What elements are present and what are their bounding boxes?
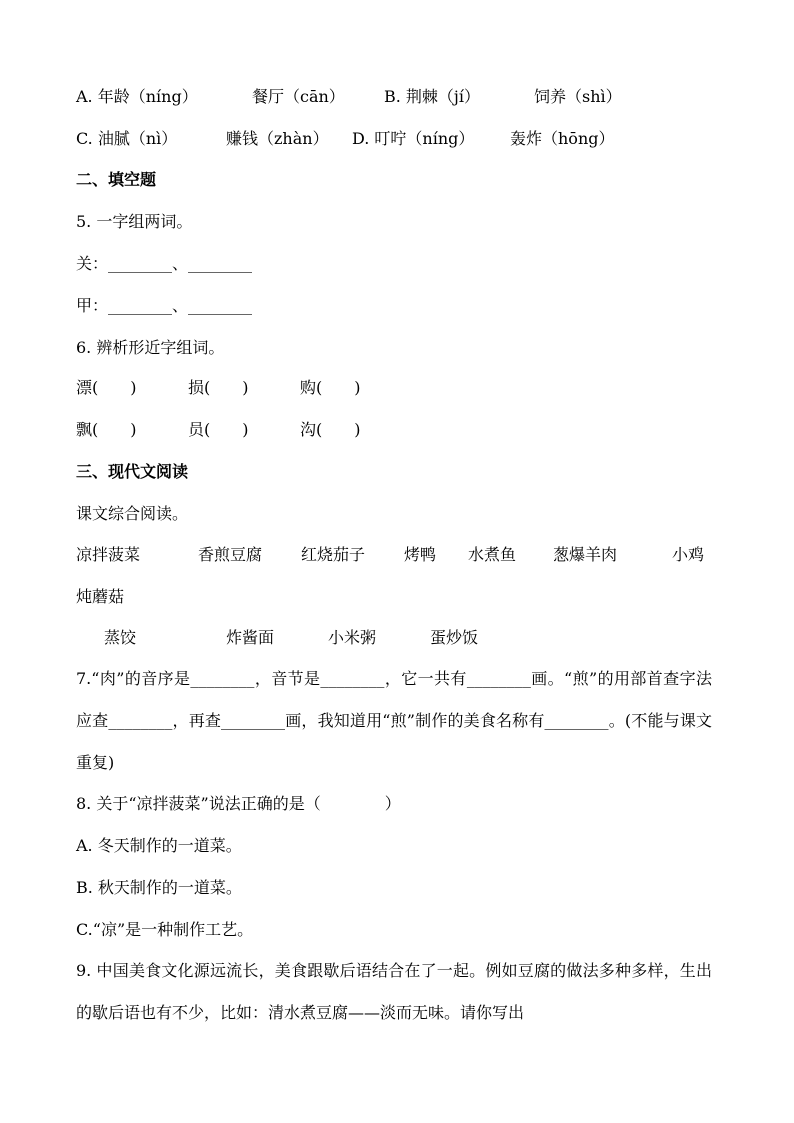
q6-item: 漂( ) xyxy=(76,378,137,397)
q6-item: 员( ) xyxy=(188,420,249,439)
dish-item: 红烧茄子 xyxy=(301,545,366,564)
q8-option-b: B. 秋天制作的一道菜。 xyxy=(76,878,242,897)
q6-item: 飘( ) xyxy=(76,420,137,439)
dish-item: 葱爆羊肉 xyxy=(553,545,618,564)
q6-row1 xyxy=(76,377,716,399)
q6-prompt: 6. 辨析形近字组词。 xyxy=(76,338,225,357)
q6-item: 损( ) xyxy=(188,378,249,397)
q8-option-a: A. 冬天制作的一道菜。 xyxy=(76,836,242,855)
q6-row2 xyxy=(76,419,716,441)
section2-heading: 二、填空题 xyxy=(76,170,157,189)
q4-option-a-word2: 餐厅（cān） xyxy=(252,87,345,106)
q4-option-a: A. 年龄（níng） xyxy=(76,87,198,106)
q6-item: 沟( ) xyxy=(300,420,361,439)
section3-heading: 三、现代文阅读 xyxy=(76,462,189,481)
q4-option-d: D. 叮咛（níng） xyxy=(352,129,475,148)
dish-list-row1 xyxy=(76,544,716,566)
dish-item: 香煎豆腐 xyxy=(198,545,263,564)
q4-option-row-ab xyxy=(76,86,716,108)
q4-option-c: C. 油腻（nì） xyxy=(76,129,178,148)
q5-prompt: 5. 一字组两词。 xyxy=(76,212,193,231)
q4-option-row-cd xyxy=(76,128,716,150)
dish-item: 蛋炒饭 xyxy=(430,628,479,647)
dish-item: 烤鸭 xyxy=(404,545,437,564)
dish-item: 凉拌菠菜 xyxy=(76,545,141,564)
q5-row-guan: 关：________、________ xyxy=(76,254,253,273)
q4-option-c-word2: 赚钱（zhàn） xyxy=(226,129,329,148)
q5-row-jia: 甲：________、________ xyxy=(76,296,253,315)
q4-option-b-word2: 饲养（shì） xyxy=(534,87,622,106)
dish-item: 水煮鱼 xyxy=(468,545,517,564)
q7-text: 7.“肉”的音序是________，音节是________，它一共有________画。“煎”的用部首查字法应查________，再查________画，我知道用“煎”制作的美食名称有________。(不能与课文重复) xyxy=(76,669,712,772)
dish-item: 蒸饺 xyxy=(104,628,137,647)
q6-item: 购( ) xyxy=(300,378,361,397)
q4-option-d-word2: 轰炸（hōng） xyxy=(510,129,615,148)
dish-item: 炸酱面 xyxy=(226,628,275,647)
q9-text: 9. 中国美食文化源远流长，美食跟歇后语结合在了一起。例如豆腐的做法多种多样，生出的歇后语也有不少，比如：清水煮豆腐——淡而无味。请你写出 xyxy=(76,961,712,1022)
dish-item: 小米粥 xyxy=(328,628,377,647)
q4-option-b: B. 荆棘（jí） xyxy=(384,87,481,106)
q8-prompt: 8. 关于“凉拌菠菜”说法正确的是（ ） xyxy=(76,794,401,813)
dish-item: 小鸡 xyxy=(672,545,705,564)
dish-list-row2 xyxy=(76,627,716,649)
dish-item-continued: 炖蘑菇 xyxy=(76,587,125,606)
q8-option-c: C.“凉”是一种制作工艺。 xyxy=(76,920,254,939)
section3-intro: 课文综合阅读。 xyxy=(76,504,189,523)
